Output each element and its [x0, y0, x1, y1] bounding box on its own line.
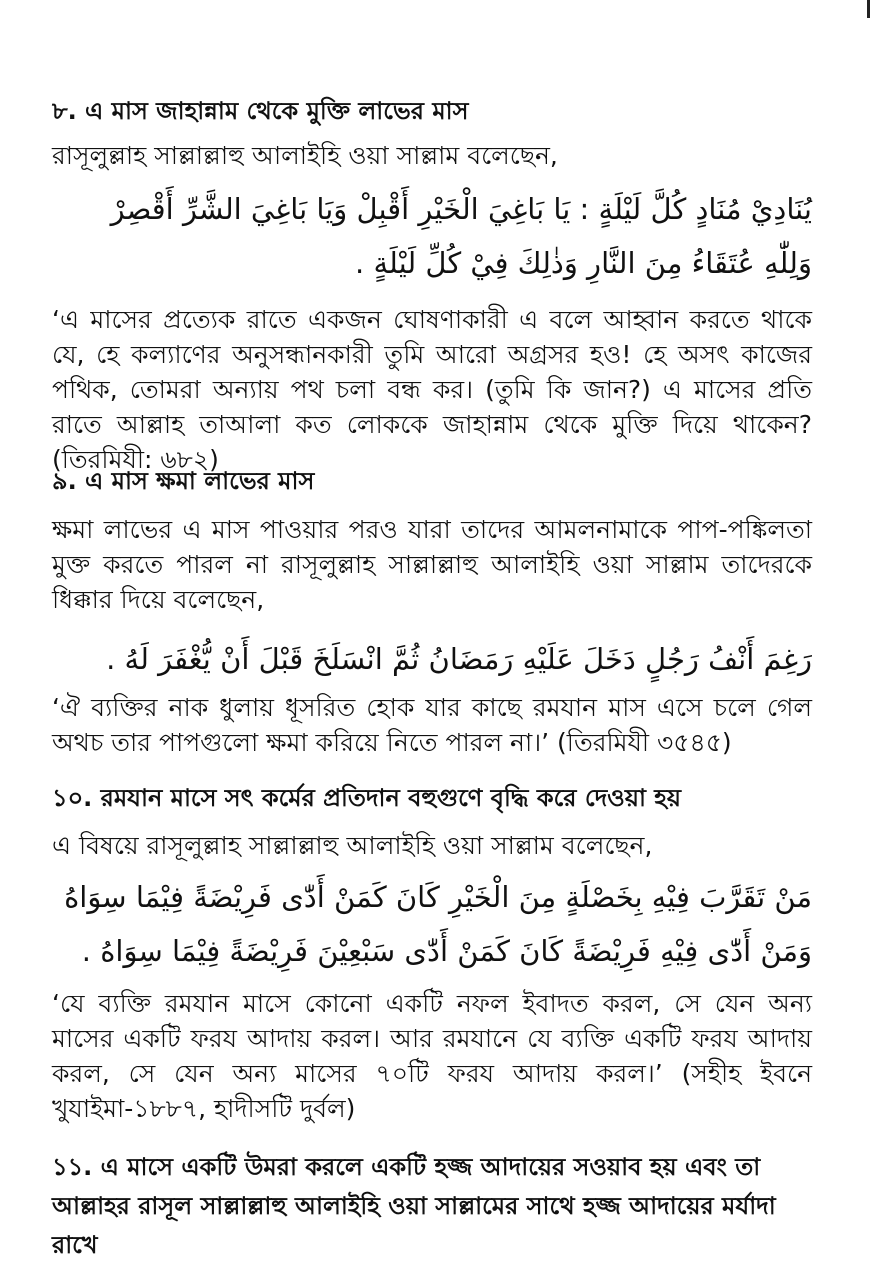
arabic-line: وَلِلّٰهِ عُتَقَاءُ مِنَ النَّارِ وَذٰلِكَ فِيْ كُلِّ لَيْلَةٍ .: [355, 246, 812, 280]
arabic-line: يُنَادِيْ مُنَادٍ كُلَّ لَيْلَةٍ : يَا بَاغِيَ الْخَيْرِ أَقْبِلْ وَيَا بَاغِيَ الشَّرِّ أَقْصِرْ: [110, 192, 812, 226]
arabic-line: وَمَنْ أَدّٰى فِيْهِ فَرِيْضَةً كَانَ كَمَنْ أَدّٰى سَبْعِيْنَ فَرِيْضَةً فِيْمَا سِوَاهُ .: [81, 934, 812, 968]
section-9-arabic-quote: [52, 632, 812, 686]
section-9-translation: ‘ঐ ব্যক্তির নাক ধুলায় ধূসরিত হোক যার কাছে রমযান মাস এসে চলে গেল অথচ তার পাপগুলো ক্ষমা করিয়ে নিতে পারল না।’ (তিরমিযী ৩৫৪৫): [52, 693, 812, 757]
section-8-translation: ‘এ মাসের প্রত্যেক রাতে একজন ঘোষণাকারী এ বলে আহ্বান করতে থাকে যে, হে কল্যাণের অনুসন্ধানকারী তুমি আরো অগ্রসর হও! হে অসৎ কাজের পথিক, তোমরা অন্যায় পথ চলা বন্ধ কর। (তুমি কি জান?) এ মাসের প্রতি রাতে আল্লাহ তাআলা কত লোককে জাহান্নাম থেকে মুক্তি দিয়ে থাকেন? (তিরমিযী: ৬৮২): [52, 305, 812, 474]
section-heading-10: ১০. রমযান মাসে সৎ কর্মের প্রতিদান বহুগুণে বৃদ্ধি করে দেওয়া হয়: [52, 784, 682, 812]
section-10-translation: ‘যে ব্যক্তি রমযান মাসে কোনো একটি নফল ইবাদত করল, সে যেন অন্য মাসের একটি ফরয আদায় করল। আর রমযানে যে ব্যক্তি একটি ফরয আদায় করল, সে যেন অন্য মাসের ৭০টি ফরয আদায় করল।’ (সহীহ ইবনে খুযাইমা-১৮৮৭, হাদীসটি দুর্বল): [52, 989, 812, 1123]
arabic-line: رَغِمَ أَنْفُ رَجُلٍ دَخَلَ عَلَيْهِ رَمَضَانُ ثُمَّ انْسَلَخَ قَبْلَ أَنْ يُّغْفَرَ لَهُ .: [106, 642, 812, 676]
section-heading-11: ১১. এ মাসে একটি উমরা করলে একটি হজ্জ আদায়ের সওয়াব হয় এবং তা আল্লাহর রাসূল সাল্লাল্লাহু আলাইহি ওয়া সাল্লামের সাথে হজ্জ আদায়ের মর্যাদা রাখে: [52, 1153, 776, 1259]
arabic-line: مَنْ تَقَرَّبَ فِيْهِ بِخَصْلَةٍ مِنَ الْخَيْرِ كَانَ كَمَنْ أَدّٰى فَرِيْضَةً فِيْمَا سِوَاهُ: [64, 880, 812, 914]
section-10-arabic-quote: [52, 870, 812, 978]
section-heading-8: ৮. এ মাস জাহান্নাম থেকে মুক্তি লাভের মাস: [52, 97, 469, 125]
section-heading-9: ৯. এ মাস ক্ষমা লাভের মাস: [52, 467, 315, 495]
section-10-intro: এ বিষয়ে রাসূলুল্লাহ সাল্লাল্লাহু আলাইহি ওয়া সাল্লাম বলেছেন,: [52, 831, 653, 860]
section-8-arabic-quote: [52, 182, 812, 290]
section-8-intro: রাসূলুল্লাহ সাল্লাল্লাহু আলাইহি ওয়া সাল্লাম বলেছেন,: [52, 141, 558, 170]
section-9-intro: ক্ষমা লাভের এ মাস পাওয়ার পরও যারা তাদের আমলনামাকে পাপ-পঙ্কিলতা মুক্ত করতে পারল না রাসূলুল্লাহ সাল্লাল্লাহু আলাইহি ওয়া সাল্লাম তাদেরকে ধিক্কার দিয়ে বলেছেন,: [52, 515, 812, 614]
